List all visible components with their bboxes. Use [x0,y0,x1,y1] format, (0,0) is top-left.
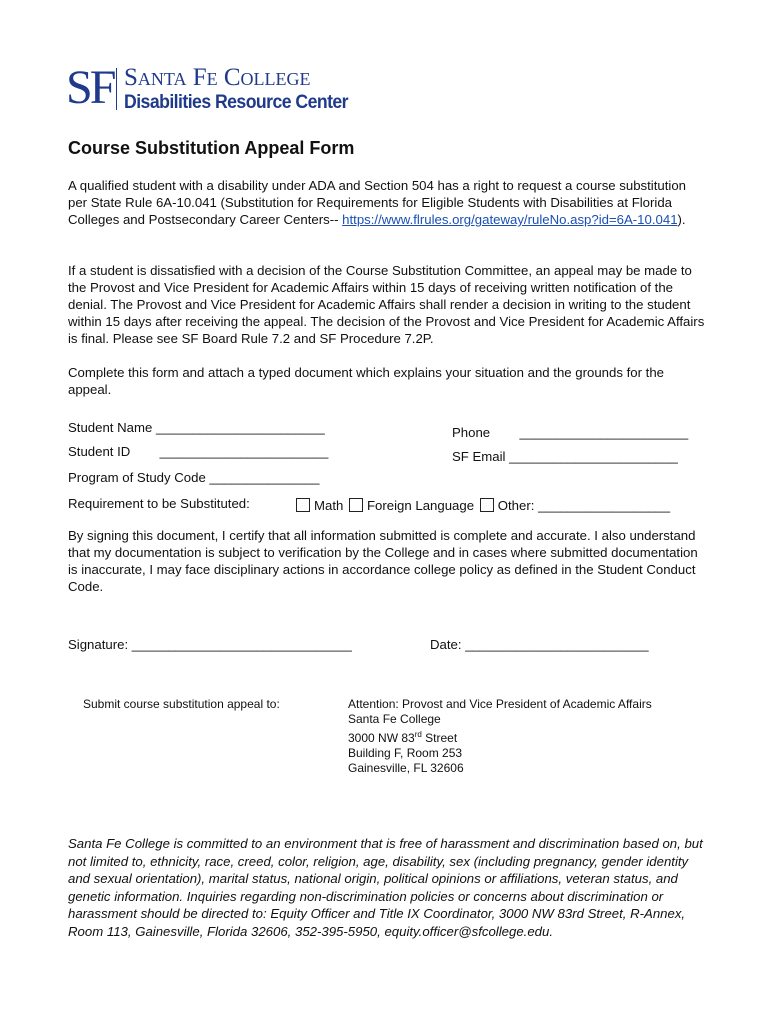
requirement-row [68,496,250,511]
street-post: Street [421,731,458,745]
foreign-language-label: Foreign Language [367,498,475,513]
instructions-paragraph: Complete this form and attach a typed document which explains your situation and the grounds for the appeal. [68,365,664,397]
other-line: __________________ [538,498,671,513]
requirement-label: Requirement to be Substituted: [68,496,250,511]
intro-after-link: ). [677,212,686,227]
program-code-line: _______________ [209,470,320,485]
student-name-label: Student Name [68,420,153,435]
logo-divider [116,68,117,110]
logo-mark: SF [66,61,114,114]
address-building: Building F, Room 253 [348,746,463,760]
sf-email-field[interactable] [452,449,678,464]
submit-address [348,697,652,776]
student-id-line: _______________________ [159,444,329,459]
other-label: Other: [497,498,535,513]
signature-line: ______________________________ [131,637,352,652]
flrules-link[interactable]: https://www.flrules.org/gateway/ruleNo.asp?id=6A-10.041 [342,212,678,227]
program-code-field[interactable] [68,470,320,485]
address-street [348,727,652,746]
date-label: Date: [430,637,462,652]
student-id-field[interactable] [68,444,328,459]
address-org: Santa Fe College [348,712,441,726]
address-attention: Attention: Provost and Vice President of Academic Affairs [348,697,652,711]
phone-line: _______________________ [519,425,689,440]
street-pre: 3000 NW 83 [348,731,415,745]
street-sup: rd [414,730,422,739]
student-id-label: Student ID [68,444,131,459]
requirement-options [296,498,670,513]
student-name-line: _______________________ [155,420,325,435]
program-code-label: Program of Study Code [68,470,206,485]
phone-label: Phone [452,425,491,440]
foreign-language-checkbox[interactable] [349,498,363,512]
nondiscrimination-statement: Santa Fe College is committed to an environment that is free of harassment and discrimination based on, but not limited to, ethnicity, race, creed, color, religion, age, disability, sex (including pregnancy, gender identity and sexual orientation), marital status, national origin, political opinions or affiliations, veteran status, and genetic information. Inquiries regarding non-discrimination policies or concerns about discrimination or harassment should be directed to: Equity Officer and Title IX Coordinator, 3000 NW 83rd Street, R-Annex, Room 113, Gainesville, Florida 32606, 352-395-5950, equity.officer@sfcollege.edu. [68,836,703,939]
logo-college-name: Santa Fe College [124,64,311,91]
page-title: Course Substitution Appeal Form [68,138,355,158]
intro-text: A qualified student with a disability under ADA and Section 504 has a right to request a course substitution per State Rule 6A-10.041 (Substitution for Requirements for Eligible Students with Disabilities at Florida Colleges and Postsecondary Career Centers-- [68,178,687,227]
sf-email-label: SF Email [452,449,506,464]
sf-email-line: _______________________ [509,449,678,464]
signature-field[interactable] [68,637,352,652]
math-checkbox[interactable] [296,498,310,512]
date-field[interactable] [430,637,649,652]
submit-label: Submit course substitution appeal to: [83,697,280,711]
phone-field[interactable] [452,425,688,440]
math-label: Math [314,498,344,513]
address-city: Gainesville, FL 32606 [348,761,464,775]
college-logo [66,62,366,118]
other-checkbox[interactable] [480,498,494,512]
logo-department: Disabilities Resource Center [124,92,348,113]
certify-paragraph: By signing this document, I certify that all information submitted is complete and accurate. I also understand that my documentation is subject to verification by the College and in cases where submitted documentation is inaccurate, I may face disciplinary actions in accordance college policy as defined in the Student Conduct Code. [68,528,698,594]
signature-label: Signature: [68,637,129,652]
intro-paragraph [68,177,708,228]
appeal-paragraph: If a student is dissatisfied with a decision of the Course Substitution Committee, an appeal may be made to the Provost and Vice President for Academic Affairs within 15 days of receiving written notification of the denial. The Provost and Vice President for Academic Affairs shall render a decision in writing to the student within 15 days after receiving the appeal. The decision of the Provost and Vice President for Academic Affairs is final. Please see SF Board Rule 7.2 and SF Procedure 7.2P. [68,263,705,346]
date-line: _________________________ [465,637,649,652]
student-name-field[interactable] [68,420,325,435]
